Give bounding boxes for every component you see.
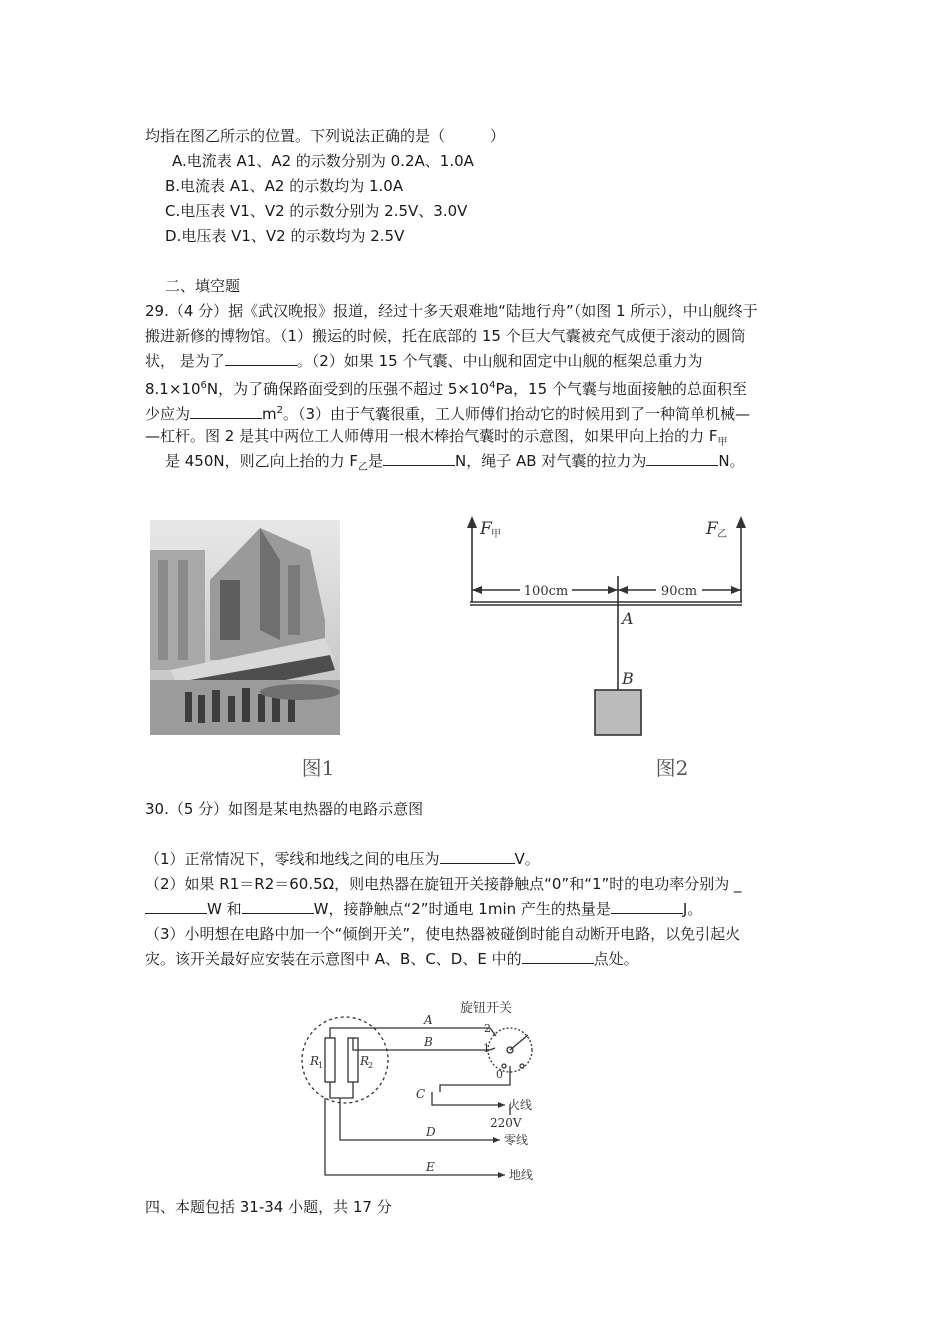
r1-label: R bbox=[310, 1054, 320, 1068]
figure-1-caption: 图1 bbox=[301, 756, 335, 780]
force-label-left: F bbox=[480, 519, 492, 539]
q28-option-b: B.电流表 A1、A2 的示数均为 1.0A bbox=[165, 177, 404, 195]
q28-stem-tail: 均指在图乙所示的位置。下列说法正确的是（ ） bbox=[145, 127, 506, 145]
switch-label: 旋钮开关 bbox=[460, 1001, 513, 1016]
dimension-right: 90cm bbox=[660, 584, 698, 599]
section-heading-4: 四、本题包括 31-34 小题，共 17 分 bbox=[145, 1198, 392, 1216]
contact-0: 0 bbox=[496, 1068, 503, 1081]
q29-line-6: —杠杆。图 2 是其中两位工人师傅用一根木棒抬气囊时的示意图，如果甲向上抬的力 $F_甲$ bbox=[145, 427, 728, 448]
point-d: D bbox=[426, 1125, 436, 1139]
q30-part-2-line-1: （2）如果 R1＝R2＝60.5Ω，则电热器在旋钮开关接静触点“0”和“1”时的电功率分别为 _ bbox=[145, 875, 742, 893]
q29-line-7: 是 450N，则乙向上抬的力 $F_乙$是 N，绳子 AB 对气囊的拉力为 N。 bbox=[165, 452, 745, 473]
q28-option-a: A.电流表 A1、A2 的示数分别为 0.2A、1.0A bbox=[172, 152, 474, 170]
ship-photo bbox=[150, 520, 350, 785]
point-e: E bbox=[426, 1160, 435, 1174]
dimension-left: 100cm bbox=[523, 584, 569, 599]
force-label-right-sub: 乙 bbox=[717, 529, 727, 540]
point-a-label: A bbox=[622, 609, 634, 628]
point-b-label: B bbox=[622, 669, 634, 688]
circuit-diagram bbox=[300, 990, 550, 1190]
q29-line-1: 29.（4 分）据《武汉晚报》报道，经过十多天艰难地“陆地行舟”（如图 1 所示），中山舰终于 bbox=[145, 302, 758, 320]
air-bag bbox=[595, 690, 641, 735]
ground-wire-label: 地线 bbox=[509, 1168, 534, 1182]
svg-text:2: 2 bbox=[368, 1061, 374, 1070]
force-label-right: F bbox=[706, 519, 718, 539]
q30-part-2-line-2: W 和 W，接静触点“2”时通电 1min 产生的热量是 J。 bbox=[145, 899, 702, 919]
live-wire-label: 火线 bbox=[508, 1098, 533, 1112]
figure-1 bbox=[150, 520, 350, 785]
q30-part-3-line-1: （3）小明想在电路中加一个“倾倒开关”，使电热器被碰倒时能自动断开电路，以免引起火 bbox=[145, 925, 741, 943]
q30-title: 30.（5 分）如图是某电热器的电路示意图 bbox=[145, 800, 424, 818]
blank-30-4[interactable] bbox=[611, 899, 683, 914]
blank-29-2[interactable] bbox=[190, 404, 262, 419]
point-c: C bbox=[416, 1087, 426, 1101]
blank-30-1[interactable] bbox=[440, 849, 515, 864]
svg-text:1: 1 bbox=[318, 1061, 324, 1070]
blank-29-1[interactable] bbox=[225, 351, 297, 366]
q30-part-3-line-2: 灾。该开关最好应安装在示意图中 A、B、C、D、E 中的 点处。 bbox=[145, 950, 639, 968]
figure-2-caption: 图2 bbox=[655, 756, 689, 780]
neutral-wire-label: 零线 bbox=[504, 1133, 529, 1147]
blank-30-2[interactable] bbox=[145, 899, 207, 914]
point-b: B bbox=[424, 1035, 433, 1049]
r2-label: R bbox=[360, 1054, 370, 1068]
force-label-left-sub: 甲 bbox=[491, 529, 501, 540]
blank-29-4[interactable] bbox=[646, 451, 718, 466]
contact-2: 2 bbox=[484, 1022, 491, 1035]
q28-option-d: D.电压表 V1、V2 的示数均为 2.5V bbox=[165, 227, 405, 245]
q30-part-1: （1）正常情况下，零线和地线之间的电压为 V。 bbox=[145, 850, 540, 868]
q28-option-c: C.电压表 V1、V2 的示数分别为 2.5V、3.0V bbox=[165, 202, 468, 220]
q29-line-5: 少应为 $m^2$。（3）由于气囊很重，工人师傅们抬动它的时候用到了一种简单机械— bbox=[145, 405, 751, 423]
q29-line-4: $8.1\times 10^6N$，为了确保路面受到的压强不超过 $5\times 10^4Pa$，15 个气囊与地面接触的总面积至 bbox=[145, 380, 747, 398]
voltage-label: 220V bbox=[490, 1116, 522, 1130]
blank-30-3[interactable] bbox=[242, 899, 314, 914]
blank-30-5[interactable] bbox=[522, 949, 594, 964]
blank-29-3[interactable] bbox=[383, 451, 455, 466]
contact-1: 1 bbox=[483, 1042, 490, 1055]
figure-2 bbox=[460, 510, 790, 785]
q29-line-3: 状， 是为了 。（2）如果 15 个气囊、中山舰和固定中山舰的框架总重力为 bbox=[145, 352, 703, 370]
q29-line-2: 搬进新修的博物馆。（1）搬运的时候，托在底部的 15 个巨大气囊被充气成便于滚动的圆筒 bbox=[145, 327, 746, 345]
section-heading-fill-blank: 二、填空题 bbox=[165, 277, 241, 295]
point-a: A bbox=[424, 1013, 433, 1027]
resistor-r1 bbox=[325, 1038, 335, 1082]
